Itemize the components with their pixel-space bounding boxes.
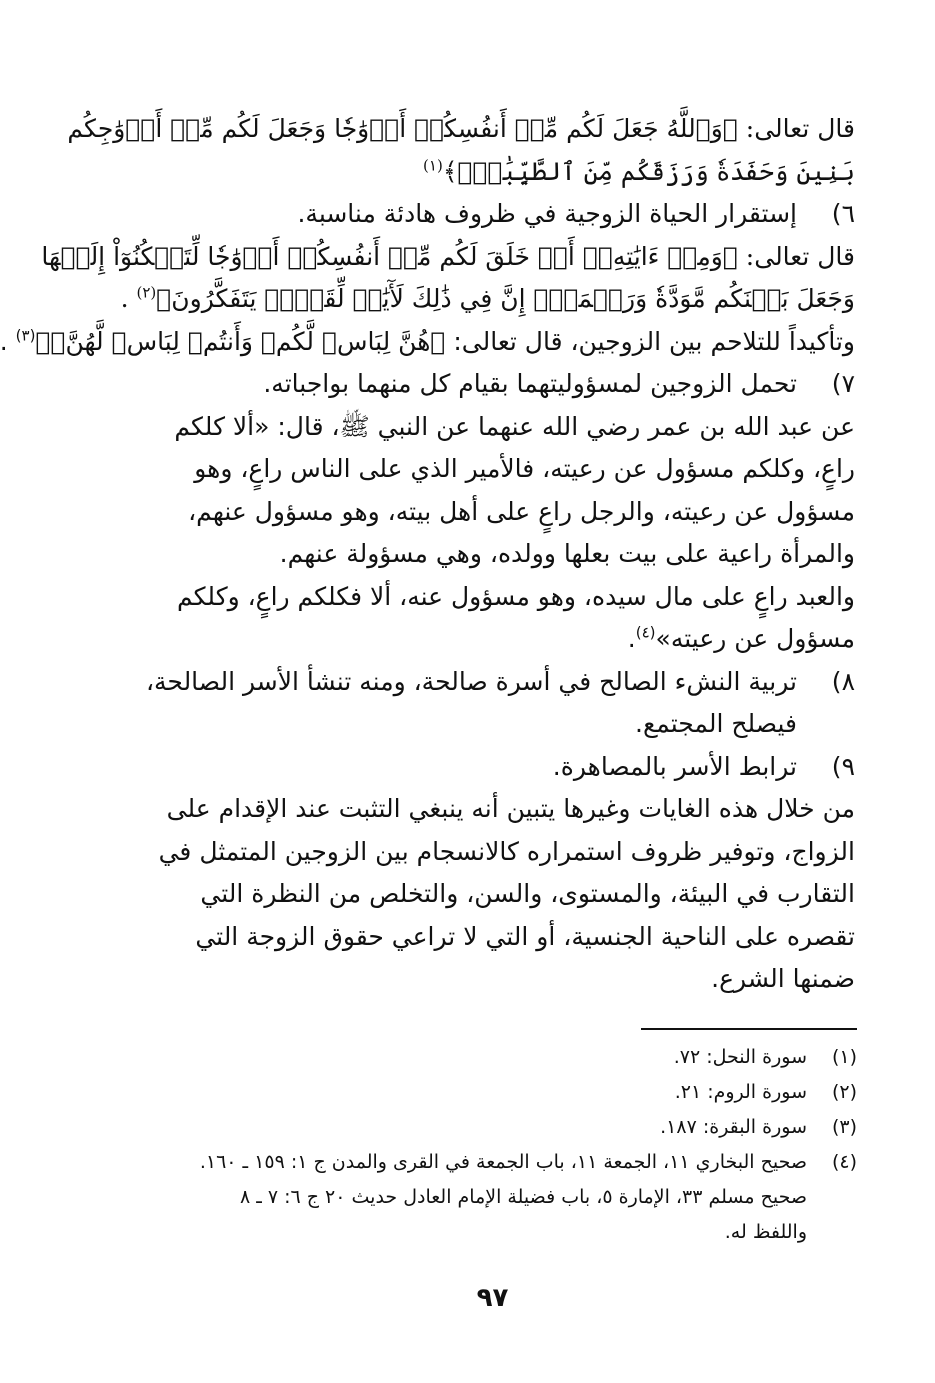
text-line: ضمنها الشرع. (711, 964, 855, 993)
text-line: راعٍ، وكلكم مسؤول عن رعيته، فالأمير الذي على الناس راعٍ، وهو (194, 454, 855, 483)
text-line: قال تعالى: ﴿وَمِنۡ ءَايَٰتِهِۦٓ أَنۡ خَلَقَ لَكُم مِّنۡ أَنفُسِكُمۡ أَزۡوَٰجٗا لِّتَسۡكُنُوٓاْ إِلَيۡهَا (41, 241, 855, 271)
text-line: الزواج، وتوفير ظروف استمراره كالانسجام بين الزوجين المتمثل في (158, 836, 855, 866)
list-item-6 (155, 193, 855, 236)
list-item-8 (145, 661, 855, 746)
verse-text: بَنِينَ وَحَفَدَةٗ وَرَزَقَكُم مِّنَ ٱلطَّيِّبَٰتِۚ﴾ (442, 156, 855, 186)
hadith-paragraph (155, 406, 855, 576)
text-line: إستقرار الحياة الزوجية في ظروف هادئة مناسبة. (297, 199, 797, 228)
footnote-text: سورة الروم: ٢١. (674, 1081, 807, 1103)
list-number: ٩) (831, 751, 855, 781)
footnote-divider (641, 1028, 857, 1030)
footnote-number: (١) (831, 1046, 857, 1068)
text-line (120, 278, 855, 321)
text-line: تحمل الزوجين لمسؤوليتهما بقيام كل منهما بواجباته. (263, 369, 797, 398)
footnote-4 (147, 1145, 857, 1250)
punctuation: . (627, 624, 636, 653)
footnote-text: واللفظ له. (724, 1221, 807, 1243)
footnote-ref: (٣) (15, 326, 36, 345)
punctuation: . (0, 326, 16, 356)
text-line: عن عبد الله بن عمر رضي الله عنهما عن النبي ﷺ، قال: «ألا كلكم (174, 411, 855, 441)
verse-paragraph-3 (0, 321, 855, 364)
footnote-3 (147, 1110, 857, 1145)
main-text (0, 108, 855, 1001)
text-line: تربية النشء الصالح في أسرة صالحة، ومنه تنشأ الأسر الصالحة، (145, 666, 797, 696)
footnote-ref: (٢) (136, 283, 157, 302)
list-number: ٨) (831, 666, 855, 696)
text-line: تقصره على الناحية الجنسية، أو التي لا تراعي حقوق الزوجة التي (195, 921, 855, 951)
footnote-1 (147, 1040, 857, 1075)
hadith-paragraph-continued (155, 576, 855, 661)
footnote-ref: (١) (423, 156, 443, 175)
footnote-text: صحيح مسلم ٣٣، الإمارة ٥، باب فضيلة الإمام العادل حديث ٢٠ ج ٦: ٧ ـ ٨ (239, 1186, 807, 1208)
verse-paragraph-2 (41, 236, 855, 321)
footnote-text: سورة البقرة: ١٨٧. (660, 1116, 807, 1138)
footnote-2 (147, 1075, 857, 1110)
page-number: ٩٧ (476, 1283, 509, 1313)
verse-paragraph-1 (67, 108, 855, 193)
text-line: من خلال هذه الغايات وغيرها يتبين أنه ينبغي التثبت عند الإقدام على (166, 794, 855, 823)
verse-text: وتأكيداً للتلاحم بين الزوجين، قال تعالى: ﴿هُنَّ لِبَاسٞ لَّكُمۡ وَأَنتُمۡ لِبَاسٞ لَّهُنَّۗ﴾ (35, 326, 855, 356)
list-number: ٦) (831, 199, 855, 228)
text-line: ترابط الأسر بالمصاهرة. (552, 751, 797, 781)
verse-text: وَجَعَلَ بَيۡنَكُم مَّوَدَّةٗ وَرَحۡمَةًۚ إِنَّ فِي ذَٰلِكَ لَأٓيَٰتٖ لِّقَوۡمٖ يَتَفَكَّرُونَ﴾ (156, 284, 855, 313)
text-line: مسؤول عن رعيته، والرجل راعٍ على أهل بيته، وهو مسؤول عنهم، (188, 496, 855, 526)
list-item-9 (155, 746, 855, 789)
text-line (155, 151, 855, 194)
footnote-number: (٣) (831, 1116, 857, 1138)
text-line: قال تعالى: ﴿وَٱللَّهُ جَعَلَ لَكُم مِّنۡ أَنفُسِكُمۡ أَزۡوَٰجٗا وَجَعَلَ لَكُم مِّنۡ أَزۡوَٰجِكُم (67, 114, 855, 143)
text-line: التقارب في البيئة، والمستوى، والسن، والتخلص من النظرة التي (200, 879, 855, 908)
text-line: والمرأة راعية على بيت بعلها وولده، وهي مسؤولة عنهم. (279, 539, 855, 568)
list-number: ٧) (831, 369, 855, 398)
text-line: فيصلح المجتمع. (635, 709, 797, 738)
text-line: والعبد راعٍ على مال سيده، وهو مسؤول عنه، ألا فكلكم راعٍ، وكلكم (176, 581, 855, 611)
text-line (0, 321, 855, 364)
footnote-text: سورة النحل: ٧٢. (673, 1046, 807, 1068)
footnote-number: (٢) (831, 1081, 857, 1103)
punctuation: . (120, 284, 137, 313)
footnote-text: صحيح البخاري ١١، الجمعة ١١، باب الجمعة في القرى والمدن ج ١: ١٥٩ ـ ١٦٠. (199, 1151, 807, 1173)
text-line (155, 618, 855, 661)
footnotes (147, 1040, 857, 1250)
hadith-text: مسؤول عن رعيته» (655, 624, 855, 653)
footnote-number: (٤) (831, 1151, 857, 1173)
conclusion-paragraph (155, 788, 855, 1001)
footnote-ref: (٤) (635, 623, 656, 642)
list-item-7 (155, 363, 855, 406)
